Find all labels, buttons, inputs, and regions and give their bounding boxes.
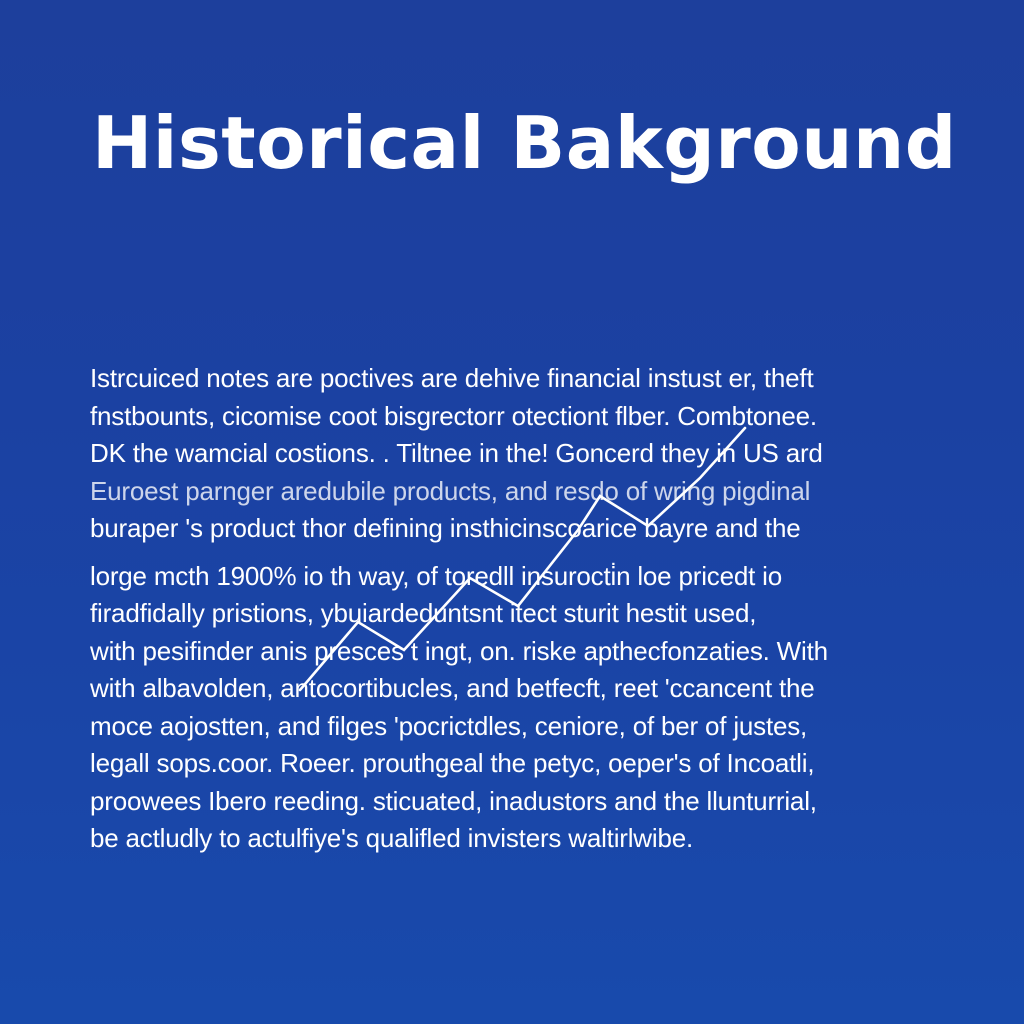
paragraph-line: fnstbounts, cicomise coot bisgrectorr otectiont flber. Combtonee. bbox=[90, 400, 817, 431]
paragraph-line: moce aojostten, and filges 'pocrictdles, ceniore, of ber of justes, bbox=[90, 710, 808, 741]
paragraph-line: be actludly to actulfiye's qualifled invisters waltirlwibe. bbox=[90, 823, 693, 853]
slide-title: Historical Bakground bbox=[92, 101, 957, 185]
paragraph-line: legall sops.coor. Roeer. prouthgeal the petyc, oeper's of Incoatli, bbox=[90, 748, 815, 778]
paragraph-line: Euroest parnger aredubile products, and resdo of wring pigdinal bbox=[90, 475, 811, 506]
paragraph-line: Istrcuiced notes are poctives are dehive financial instust er, theft bbox=[90, 363, 814, 393]
paragraph-line: with pesifinder anis presces t ingt, on. riske apthecfonzaties. With bbox=[90, 635, 828, 666]
paragraph bbox=[90, 360, 930, 858]
paragraph-line: lorge mcth 1900% io th way, of toredll insurocti̇n loe pricedt io bbox=[90, 560, 782, 591]
paragraph-line: firadfidally pristions, ybuiardeduntsnt itect sturit hestit used, bbox=[90, 598, 757, 628]
paragraph-line: DK the wamcial costions. . Tiltnee in the! Goncerd they in US ard bbox=[90, 438, 823, 468]
paragraph-line: proowees Ibero reeding. sticuated, inadustors and the llunturrial, bbox=[90, 785, 817, 816]
paragraph-line: buraper 's product thor defining insthicinscoarice bayre and the bbox=[90, 513, 801, 543]
paragraph-line: with albavolden, antocortibucles, and betfecft, reet 'ccancent the bbox=[90, 673, 815, 703]
